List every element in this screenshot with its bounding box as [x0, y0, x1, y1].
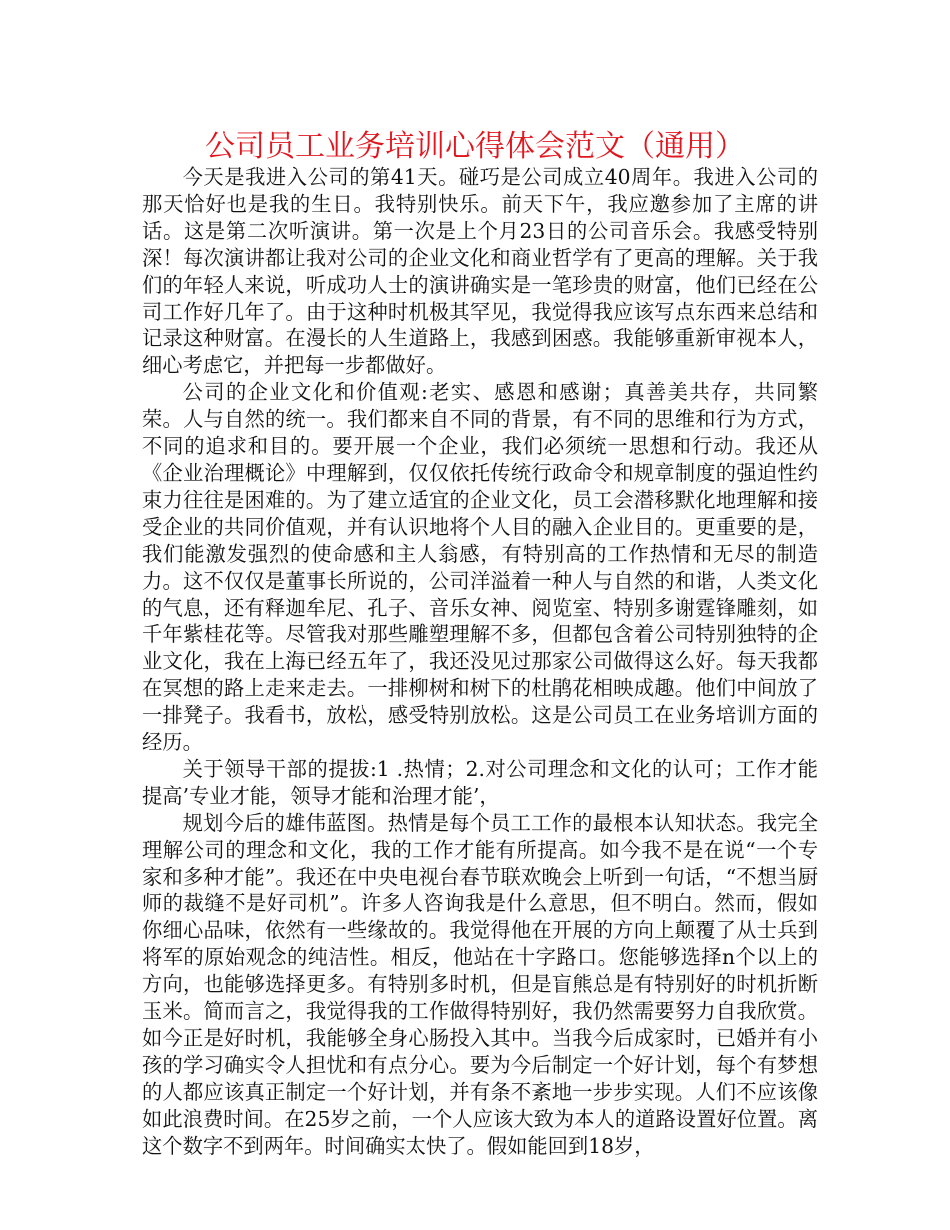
paragraph: 关于领导干部的提拔:1 .热情；2.对公司理念和文化的认可；工作才能提高’专业才能，领导才能和治理才能’，: [142, 756, 818, 808]
paragraph: 规划今后的雄伟蓝图。热情是每个员工工作的最根本认知状态。我完全理解公司的理念和文化，我的工作才能有所提高。如今我不是在说“一个专家和多种才能”。我还在中央电视台春节联欢晚会上听到一句话，“不想当厨师的裁缝不是好司机”。许多人咨询我是什么意思，但不明白。然而，假如你细心品味，依然有一些缘故的。我觉得他在开展的方向上颠覆了从士兵到将军的原始观念的纯洁性。相反，他站在十字路口。您能够选择n个以上的方向，也能够选择更多。有特别多时机，但是盲熊总是有特别好的时机折断玉米。简而言之，我觉得我的工作做得特别好，我仍然需要努力自我欣赏。如今正是好时机，我能够全身心肠投入其中。当我今后成家时，已婚并有小孩的学习确实令人担忧和有点分心。要为今后制定一个好计划，每个有梦想的人都应该真正制定一个好计划，并有条不紊地一步步实现。人们不应该像如此浪费时间。在25岁之前，一个人应该大致为本人的道路设置好位置。离这个数字不到两年。时间确实太快了。假如能回到18岁，: [142, 810, 818, 1158]
paragraph: 今天是我进入公司的第41天。碰巧是公司成立40周年。我进入公司的那天恰好也是我的生日。我特别快乐。前天下午，我应邀参加了主席的讲话。这是第二次听演讲。第一次是上个月23日的公司音乐会。我感受特别深！每次演讲都让我对公司的企业文化和商业哲学有了更高的理解。关于我们的年轻人来说，听成功人士的演讲确实是一笔珍贵的财富，他们已经在公司工作好几年了。由于这种时机极其罕见，我觉得我应该写点东西来总结和记录这种财富。在漫长的人生道路上，我感到困惑。我能够重新审视本人，细心考虑它，并把每一步都做好。: [142, 165, 818, 378]
document-body: [142, 164, 818, 1160]
document-title: 公司员工业务培训心得体会范文（通用）: [205, 129, 745, 164]
paragraph: 公司的企业文化和价值观:老实、感恩和感谢；真善美共存，共同繁荣。人与自然的统一。我们都来自不同的背景，有不同的思维和行为方式，不同的追求和目的。要开展一个企业，我们必须统一思想和行动。我还从《企业治理概论》中理解到，仅仅依托传统行政命令和规章制度的强迫性约束力往往是困难的。为了建立适宜的企业文化，员工会潜移默化地理解和接受企业的共同价值观，并有认识地将个人目的融入企业目的。更重要的是，我们能激发强烈的使命感和主人翁感，有特别高的工作热情和无尽的制造力。这不仅仅是董事长所说的，公司洋溢着一种人与自然的和谐，人类文化的气息，还有释迦牟尼、孔子、音乐女神、阅览室、特别多谢霆锋雕刻，如千年紫桂花等。尽管我对那些雕塑理解不多，但都包含着公司特别独特的企业文化，我在上海已经五年了，我还没见过那家公司做得这么好。每天我都在冥想的路上走来走去。一排柳树和树下的杜鹃花相映成趣。他们中间放了一排凳子。我看书，放松，感受特别放松。这是公司员工在业务培训方面的经历。: [142, 380, 818, 755]
